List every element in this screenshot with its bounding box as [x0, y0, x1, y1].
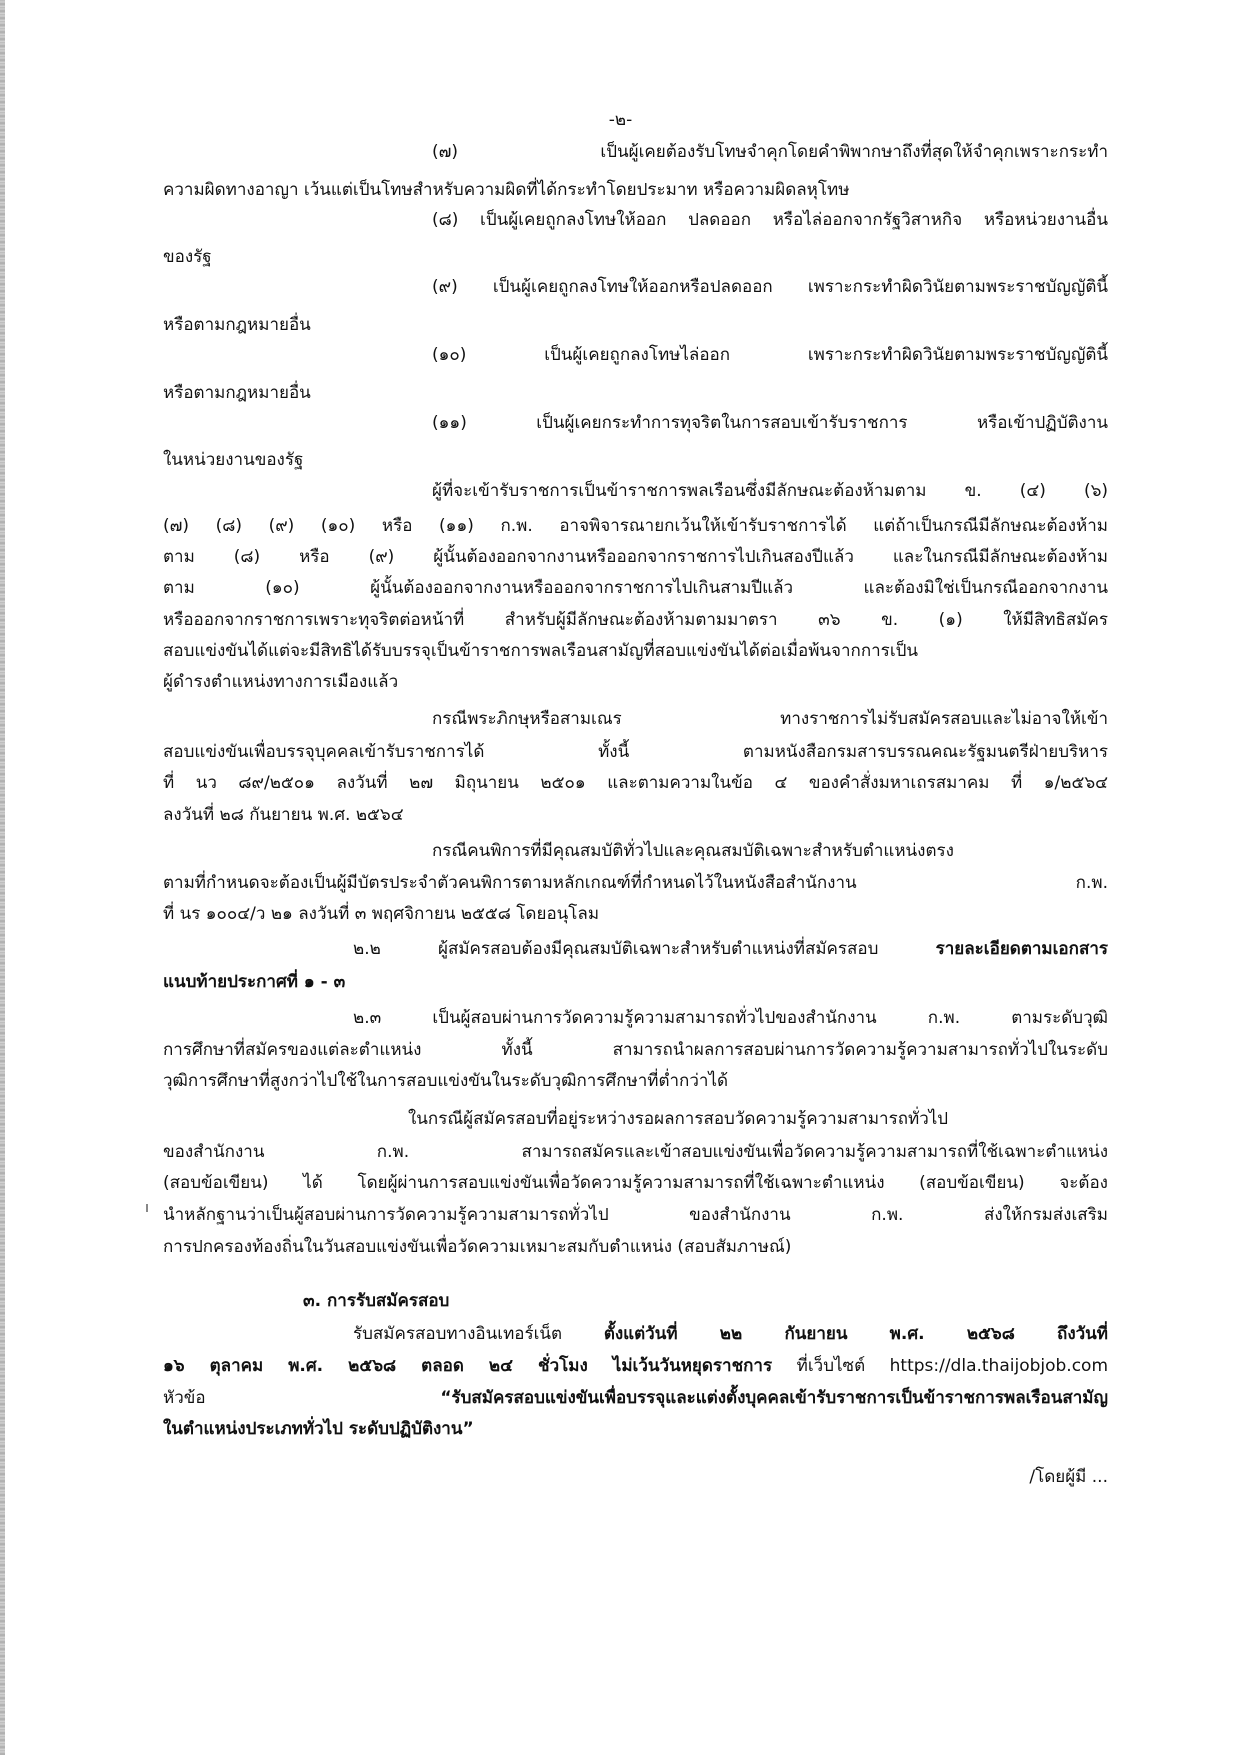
text-line: (๘) เป็นผู้เคยถูกลงโทษให้ออก ปลดออก หรือไล่ออกจากรัฐวิสาหกิจ หรือหน่วยงานอื่น	[432, 210, 1108, 230]
scan-edge-decoration	[0, 0, 5, 1755]
text-line: การศึกษาที่สมัครของแต่ละตำแหน่ง ทั้งนี้ สามารถนำผลการสอบผ่านการวัดความรู้ความสามารถทั่วไปในระดับ	[163, 1040, 1108, 1060]
text-line: วุฒิการศึกษาที่สูงกว่าไปใช้ในการสอบแข่งขันในระดับวุฒิการศึกษาที่ต่ำกว่าได้	[163, 1071, 729, 1091]
page-number: -๒-	[608, 110, 633, 130]
text-line: ในตำแหน่งประเภททั่วไป ระดับปฏิบัติงาน”	[163, 1419, 474, 1439]
bold-text-span: ตั้งแต่วันที่ ๒๒ กันยายน พ.ศ. ๒๕๖๘ ถึงวันที่	[603, 1324, 1109, 1344]
text-line: ที่ นว ๘๙/๒๕๐๑ ลงวันที่ ๒๗ มิถุนายน ๒๕๐๑ และตามความในข้อ ๔ ของคำสั่งมหาเถรสมาคม ที่ ๑/๒๕๖๔	[163, 773, 1108, 793]
text-line: แนบท้ายประกาศที่ ๑ - ๓	[163, 972, 346, 992]
bold-text-span: “รับสมัครสอบแข่งขันเพื่อบรรจุและแต่งตั้งบุคคลเข้ารับราชการเป็นข้าราชการพลเรือนสามัญ	[440, 1388, 1108, 1408]
bold-text-span: ๑๖ ตุลาคม พ.ศ. ๒๕๖๘ ตลอด ๒๔ ชั่วโมง ไม่เว้นวันหยุดราชการ	[163, 1356, 773, 1376]
text-line: ผู้ที่จะเข้ารับราชการเป็นข้าราชการพลเรือนซึ่งมีลักษณะต้องห้ามตาม ข. (๔) (๖)	[432, 481, 1108, 501]
text-line: กรณีพระภิกษุหรือสามเณร ทางราชการไม่รับสมัครสอบและไม่อาจให้เข้า	[432, 709, 1108, 729]
text-span: ๒.๒ ผู้สมัครสอบต้องมีคุณสมบัติเฉพาะสำหรับตำแหน่งที่สมัครสอบ	[353, 939, 879, 959]
text-line: ที่ นร ๑๐๐๔/ว ๒๑ ลงวันที่ ๓ พฤศจิกายน ๒๕๕๘ โดยอนุโลม	[163, 904, 600, 924]
text-line: (สอบข้อเขียน) ได้ โดยผู้ผ่านการสอบแข่งขันเพื่อวัดความรู้ความสามารถที่ใช้เฉพาะตำแหน่ง (สอบข้อเขียน) จะต้อง	[163, 1173, 1108, 1193]
text-line: หรือออกจากราชการเพราะทุจริตต่อหน้าที่ สำหรับผู้มีลักษณะต้องห้ามตามมาตรา ๓๖ ข. (๑) ให้มีสิทธิสมัคร	[163, 610, 1108, 630]
text-line: ในกรณีผู้สมัครสอบที่อยู่ระหว่างรอผลการสอบวัดความรู้ความสามารถทั่วไป	[408, 1109, 949, 1129]
text-line: ตาม (๑๐) ผู้นั้นต้องออกจากงานหรือออกจากราชการไปเกินสามปีแล้ว และต้องมิใช่เป็นกรณีออกจากงาน	[163, 578, 1108, 598]
text-line: ความผิดทางอาญา เว้นแต่เป็นโทษสำหรับความผิดที่ได้กระทำโดยประมาท หรือความผิดลหุโทษ	[163, 180, 850, 200]
text-line: (๗) (๘) (๙) (๑๐) หรือ (๑๑) ก.พ. อาจพิจารณายกเว้นให้เข้ารับราชการได้ แต่ถ้าเป็นกรณีมีลักษณะต้องห้าม	[163, 516, 1108, 536]
text-line	[353, 935, 1108, 963]
text-line: การปกครองท้องถิ่นในวันสอบแข่งขันเพื่อวัดความเหมาะสมกับตำแหน่ง (สอบสัมภาษณ์)	[163, 1237, 792, 1257]
text-span: รับสมัครสอบทางอินเทอร์เน็ต	[353, 1324, 563, 1344]
text-line: (๗) เป็นผู้เคยต้องรับโทษจำคุกโดยคำพิพากษาถึงที่สุดให้จำคุกเพราะกระทำ	[432, 142, 1108, 162]
text-line	[163, 1384, 1108, 1412]
bold-text-span: รายละเอียดตามเอกสาร	[935, 939, 1108, 959]
text-line: ผู้ดำรงตำแหน่งทางการเมืองแล้ว	[163, 672, 399, 692]
text-line: ลงวันที่ ๒๘ กันยายน พ.ศ. ๒๕๖๔	[163, 805, 404, 825]
section-heading: ๓. การรับสมัครสอบ	[303, 1291, 450, 1311]
text-line: สอบแข่งขันเพื่อบรรจุบุคคลเข้ารับราชการได้ ทั้งนี้ ตามหนังสือกรมสารบรรณคณะรัฐมนตรีฝ่ายบริหาร	[163, 742, 1108, 762]
text-line: ของรัฐ	[163, 247, 212, 267]
text-line: สอบแข่งขันได้แต่จะมีสิทธิได้รับบรรจุเป็นข้าราชการพลเรือนสามัญที่สอบแข่งขันได้ต่อเมื่อพ้นจากการเป็น	[163, 641, 919, 661]
text-line: ในหน่วยงานของรัฐ	[163, 450, 304, 470]
text-line	[163, 1352, 1108, 1380]
text-line: (๑๐) เป็นผู้เคยถูกลงโทษไล่ออก เพราะกระทำผิดวินัยตามพระราชบัญญัตินี้	[432, 345, 1108, 365]
text-line: หรือตามกฎหมายอื่น	[163, 315, 311, 335]
text-line: ตามที่กำหนดจะต้องเป็นผู้มีบัตรประจำตัวคนพิการตามหลักเกณฑ์ที่กำหนดไว้ในหนังสือสำนักงาน ก.พ.	[163, 873, 1108, 893]
text-line	[353, 1320, 1108, 1348]
text-line: กรณีคนพิการที่มีคุณสมบัติทั่วไปและคุณสมบัติเฉพาะสำหรับตำแหน่งตรง	[432, 841, 954, 861]
text-line: นำหลักฐานว่าเป็นผู้สอบผ่านการวัดความรู้ความสามารถทั่วไป ของสำนักงาน ก.พ. ส่งให้กรมส่งเสริม	[163, 1205, 1108, 1225]
text-line: หรือตามกฎหมายอื่น	[163, 383, 311, 403]
text-line: ตาม (๘) หรือ (๙) ผู้นั้นต้องออกจากงานหรือออกจากราชการไปเกินสองปีแล้ว และในกรณีมีลักษณะต้องห้าม	[163, 547, 1108, 567]
scan-mark-decoration	[146, 1204, 148, 1212]
text-line: (๑๑) เป็นผู้เคยกระทำการทุจริตในการสอบเข้ารับราชการ หรือเข้าปฏิบัติงาน	[432, 413, 1108, 433]
text-line: ๒.๓ เป็นผู้สอบผ่านการวัดความรู้ความสามารถทั่วไปของสำนักงาน ก.พ. ตามระดับวุฒิ	[353, 1008, 1108, 1028]
text-line: (๙) เป็นผู้เคยถูกลงโทษให้ออกหรือปลดออก เพราะกระทำผิดวินัยตามพระราชบัญญัตินี้	[432, 277, 1108, 297]
text-span: หัวข้อ	[163, 1388, 206, 1408]
text-line: ของสำนักงาน ก.พ. สามารถสมัครและเข้าสอบแข่งขันเพื่อวัดความรู้ความสามารถที่ใช้เฉพาะตำแหน่ง	[163, 1142, 1108, 1162]
website-text: ที่เว็บไซต์ https://dla.thaijobjob.com	[796, 1356, 1109, 1376]
continuation-note: /โดยผู้มี ...	[1029, 1467, 1108, 1487]
